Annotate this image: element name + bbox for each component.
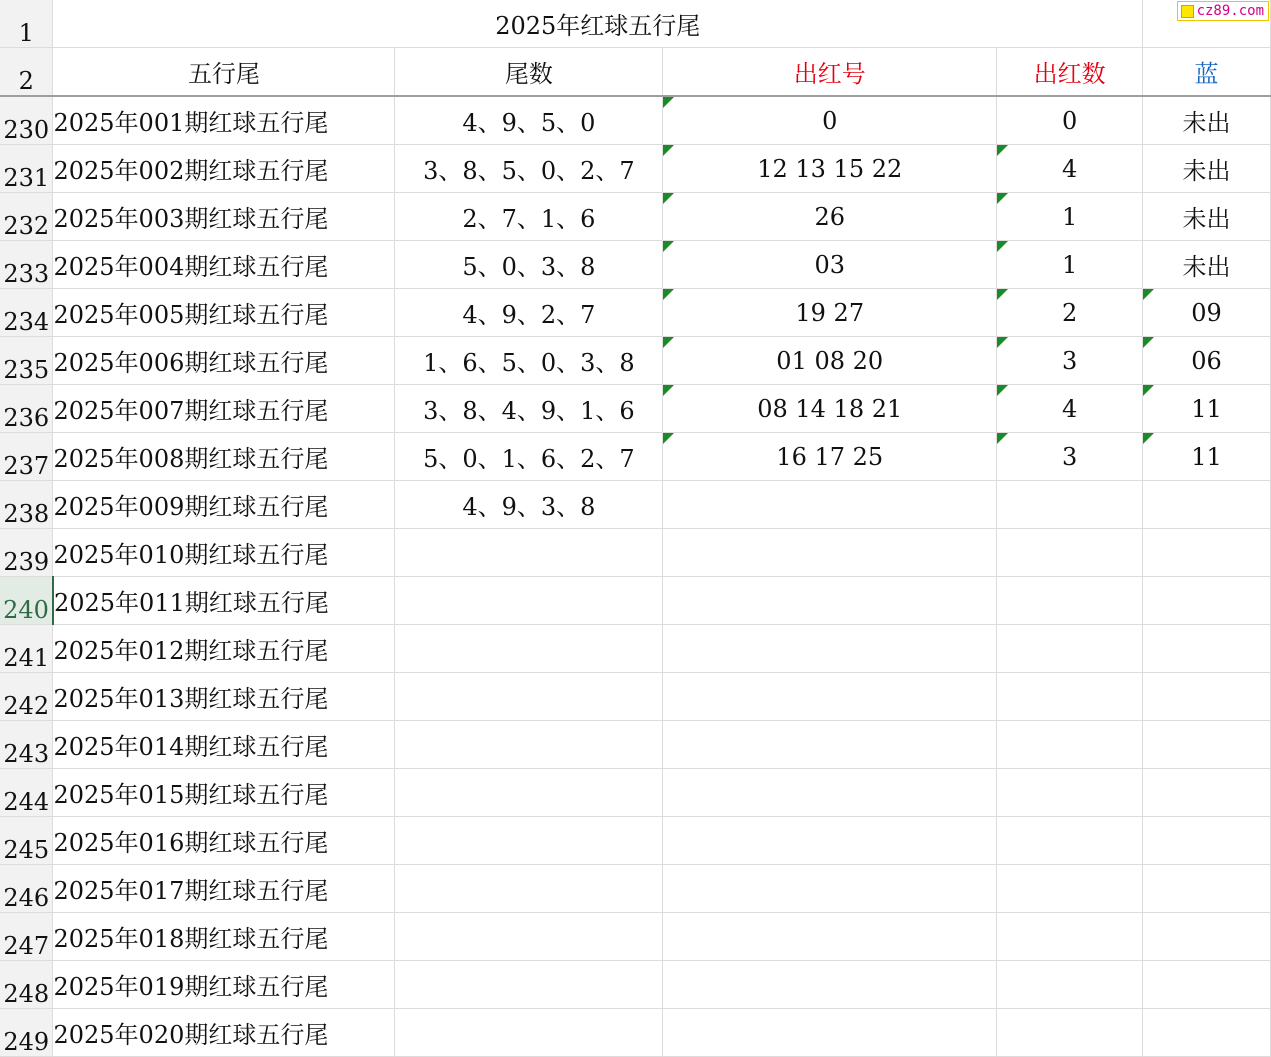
table-row	[0, 337, 1271, 385]
comment-marker-icon[interactable]	[997, 385, 1008, 396]
red-numbers-cell[interactable]	[663, 721, 997, 769]
comment-marker-icon[interactable]	[1143, 337, 1154, 348]
comment-marker-icon[interactable]	[663, 337, 674, 348]
blue-cell[interactable]	[1143, 577, 1271, 625]
row-header[interactable]: 238	[0, 481, 53, 529]
red-count-cell[interactable]: 1	[997, 241, 1143, 289]
period-cell[interactable]: 2025年005期红球五行尾	[53, 289, 395, 337]
red-numbers-cell[interactable]: 16 17 25	[663, 433, 997, 481]
tails-cell[interactable]	[395, 865, 663, 913]
blue-cell[interactable]	[1143, 865, 1271, 913]
blue-cell[interactable]	[1143, 913, 1271, 961]
sheet-title[interactable]: 2025年红球五行尾	[53, 0, 1143, 48]
period-cell[interactable]: 2025年003期红球五行尾	[53, 193, 395, 241]
row-header[interactable]: 249	[0, 1009, 53, 1057]
tails-cell[interactable]	[395, 577, 663, 625]
tails-cell[interactable]: 2、7、1、6	[395, 193, 663, 241]
red-numbers-cell[interactable]	[663, 961, 997, 1009]
comment-marker-icon[interactable]	[997, 193, 1008, 204]
red-numbers-cell[interactable]	[663, 865, 997, 913]
table-row	[0, 1009, 1271, 1057]
comment-marker-icon[interactable]	[997, 289, 1008, 300]
table-row	[0, 625, 1271, 673]
red-count-cell[interactable]	[997, 577, 1143, 625]
red-numbers-cell[interactable]: 03	[663, 241, 997, 289]
table-row	[0, 865, 1271, 913]
table-row	[0, 385, 1271, 433]
row-header[interactable]: 245	[0, 817, 53, 865]
blue-cell[interactable]: 未出	[1143, 145, 1271, 193]
period-cell[interactable]: 2025年012期红球五行尾	[53, 625, 395, 673]
red-count-cell[interactable]: 4	[997, 385, 1143, 433]
tails-cell[interactable]: 1、6、5、0、3、8	[395, 337, 663, 385]
tails-cell[interactable]	[395, 673, 663, 721]
period-cell[interactable]: 2025年007期红球五行尾	[53, 385, 395, 433]
tails-cell[interactable]	[395, 1009, 663, 1057]
tails-cell[interactable]: 4、9、5、0	[395, 96, 663, 145]
period-cell[interactable]: 2025年002期红球五行尾	[53, 145, 395, 193]
red-numbers-cell[interactable]: 12 13 15 22	[663, 145, 997, 193]
red-numbers-cell[interactable]: 08 14 18 21	[663, 385, 997, 433]
red-numbers-cell[interactable]: 01 08 20	[663, 337, 997, 385]
tails-cell[interactable]: 4、9、2、7	[395, 289, 663, 337]
row-header[interactable]: 242	[0, 673, 53, 721]
red-count-cell[interactable]: 3	[997, 433, 1143, 481]
period-cell[interactable]: 2025年008期红球五行尾	[53, 433, 395, 481]
comment-marker-icon[interactable]	[1143, 289, 1154, 300]
tails-cell[interactable]	[395, 769, 663, 817]
table-row	[0, 529, 1271, 577]
tails-cell[interactable]	[395, 625, 663, 673]
row-header[interactable]: 236	[0, 385, 53, 433]
comment-marker-icon[interactable]	[663, 433, 674, 444]
row-header[interactable]: 240	[0, 577, 53, 625]
comment-marker-icon[interactable]	[997, 241, 1008, 252]
table-row	[0, 721, 1271, 769]
comment-marker-icon[interactable]	[663, 241, 674, 252]
table-row	[0, 289, 1271, 337]
blue-cell[interactable]	[1143, 817, 1271, 865]
row-header[interactable]: 237	[0, 433, 53, 481]
tails-cell[interactable]: 4、9、3、8	[395, 481, 663, 529]
red-count-cell[interactable]	[997, 817, 1143, 865]
row-header[interactable]: 231	[0, 145, 53, 193]
period-cell[interactable]: 2025年017期红球五行尾	[53, 865, 395, 913]
row-header[interactable]: 234	[0, 289, 53, 337]
table-row	[0, 193, 1271, 241]
red-numbers-cell[interactable]	[663, 577, 997, 625]
comment-marker-icon[interactable]	[997, 145, 1008, 156]
watermark-square-icon	[1181, 5, 1194, 18]
comment-marker-icon[interactable]	[1143, 385, 1154, 396]
blue-cell[interactable]	[1143, 769, 1271, 817]
title-row	[0, 0, 1271, 48]
table-row	[0, 577, 1271, 625]
table-row	[0, 96, 1271, 145]
table-row	[0, 769, 1271, 817]
tails-cell[interactable]: 5、0、3、8	[395, 241, 663, 289]
red-count-cell[interactable]: 4	[997, 145, 1143, 193]
blue-cell[interactable]	[1143, 625, 1271, 673]
blue-cell[interactable]: 11	[1143, 385, 1271, 433]
table-row	[0, 433, 1271, 481]
period-cell[interactable]: 2025年011期红球五行尾	[53, 577, 395, 625]
blue-cell[interactable]: 06	[1143, 337, 1271, 385]
period-cell[interactable]: 2025年010期红球五行尾	[53, 529, 395, 577]
comment-marker-icon[interactable]	[997, 337, 1008, 348]
red-numbers-cell[interactable]	[663, 673, 997, 721]
blue-cell[interactable]	[1143, 481, 1271, 529]
red-count-cell[interactable]	[997, 481, 1143, 529]
red-count-cell[interactable]: 2	[997, 289, 1143, 337]
red-numbers-cell[interactable]	[663, 625, 997, 673]
red-count-cell[interactable]: 0	[997, 96, 1143, 145]
red-count-cell[interactable]	[997, 529, 1143, 577]
red-count-cell[interactable]: 1	[997, 193, 1143, 241]
red-numbers-cell[interactable]	[663, 817, 997, 865]
red-count-cell[interactable]: 3	[997, 337, 1143, 385]
red-count-cell[interactable]	[997, 721, 1143, 769]
period-cell[interactable]: 2025年013期红球五行尾	[53, 673, 395, 721]
column-header-tails[interactable]: 尾数	[395, 48, 663, 97]
red-numbers-cell[interactable]	[663, 913, 997, 961]
table-row	[0, 145, 1271, 193]
comment-marker-icon[interactable]	[663, 289, 674, 300]
red-numbers-cell[interactable]	[663, 529, 997, 577]
table-row	[0, 673, 1271, 721]
red-count-cell[interactable]	[997, 769, 1143, 817]
blue-cell[interactable]: 11	[1143, 433, 1271, 481]
red-count-cell[interactable]	[997, 673, 1143, 721]
column-header-red-count[interactable]: 出红数	[997, 48, 1143, 97]
row-header[interactable]: 1	[0, 0, 53, 48]
tails-cell[interactable]	[395, 721, 663, 769]
row-header[interactable]: 2	[0, 48, 53, 97]
comment-marker-icon[interactable]	[1143, 433, 1154, 444]
blue-cell[interactable]	[1143, 721, 1271, 769]
red-count-cell[interactable]	[997, 961, 1143, 1009]
red-numbers-cell[interactable]	[663, 769, 997, 817]
tails-cell[interactable]	[395, 529, 663, 577]
column-header-period[interactable]: 五行尾	[53, 48, 395, 97]
comment-marker-icon[interactable]	[663, 97, 674, 108]
period-cell[interactable]: 2025年009期红球五行尾	[53, 481, 395, 529]
row-header[interactable]: 246	[0, 865, 53, 913]
table-row	[0, 241, 1271, 289]
red-count-cell[interactable]	[997, 625, 1143, 673]
header-row	[0, 48, 1271, 97]
period-cell[interactable]: 2025年018期红球五行尾	[53, 913, 395, 961]
row-header[interactable]: 241	[0, 625, 53, 673]
red-numbers-cell[interactable]: 0	[663, 96, 997, 145]
red-count-cell[interactable]	[997, 913, 1143, 961]
period-cell[interactable]: 2025年014期红球五行尾	[53, 721, 395, 769]
column-header-red-numbers[interactable]: 出红号	[663, 48, 997, 97]
comment-marker-icon[interactable]	[663, 385, 674, 396]
row-header[interactable]: 235	[0, 337, 53, 385]
tails-cell[interactable]	[395, 913, 663, 961]
row-header[interactable]: 239	[0, 529, 53, 577]
red-numbers-cell[interactable]: 19 27	[663, 289, 997, 337]
column-header-blue[interactable]: 蓝	[1143, 48, 1271, 97]
table-row	[0, 961, 1271, 1009]
period-cell[interactable]: 2025年016期红球五行尾	[53, 817, 395, 865]
row-header[interactable]: 233	[0, 241, 53, 289]
tails-cell[interactable]: 3、8、5、0、2、7	[395, 145, 663, 193]
row-header[interactable]: 243	[0, 721, 53, 769]
watermark-text: cz89.com	[1196, 3, 1264, 19]
tails-cell[interactable]	[395, 817, 663, 865]
blue-cell[interactable]	[1143, 1009, 1271, 1057]
red-count-cell[interactable]	[997, 1009, 1143, 1057]
comment-marker-icon[interactable]	[997, 433, 1008, 444]
table-row	[0, 913, 1271, 961]
blue-cell[interactable]	[1143, 673, 1271, 721]
blue-cell[interactable]	[1143, 961, 1271, 1009]
row-header[interactable]: 244	[0, 769, 53, 817]
comment-marker-icon[interactable]	[663, 145, 674, 156]
table-row	[0, 481, 1271, 529]
red-count-cell[interactable]	[997, 865, 1143, 913]
period-cell[interactable]: 2025年004期红球五行尾	[53, 241, 395, 289]
row-header[interactable]: 248	[0, 961, 53, 1009]
period-cell[interactable]: 2025年001期红球五行尾	[53, 96, 395, 145]
blue-cell[interactable]: 未出	[1143, 96, 1271, 145]
red-numbers-cell[interactable]: 26	[663, 193, 997, 241]
blue-cell[interactable]	[1143, 529, 1271, 577]
comment-marker-icon[interactable]	[663, 193, 674, 204]
period-cell[interactable]: 2025年020期红球五行尾	[53, 1009, 395, 1057]
blue-cell[interactable]: 09	[1143, 289, 1271, 337]
period-cell[interactable]: 2025年015期红球五行尾	[53, 769, 395, 817]
row-header[interactable]: 232	[0, 193, 53, 241]
red-numbers-cell[interactable]	[663, 481, 997, 529]
tails-cell[interactable]: 3、8、4、9、1、6	[395, 385, 663, 433]
row-header[interactable]: 230	[0, 96, 53, 145]
row-header[interactable]: 247	[0, 913, 53, 961]
blue-cell[interactable]: 未出	[1143, 193, 1271, 241]
blue-cell[interactable]: 未出	[1143, 241, 1271, 289]
period-cell[interactable]: 2025年019期红球五行尾	[53, 961, 395, 1009]
period-cell[interactable]: 2025年006期红球五行尾	[53, 337, 395, 385]
red-numbers-cell[interactable]	[663, 1009, 997, 1057]
table-row	[0, 817, 1271, 865]
tails-cell[interactable]: 5、0、1、6、2、7	[395, 433, 663, 481]
tails-cell[interactable]	[395, 961, 663, 1009]
site-watermark	[1177, 1, 1269, 21]
